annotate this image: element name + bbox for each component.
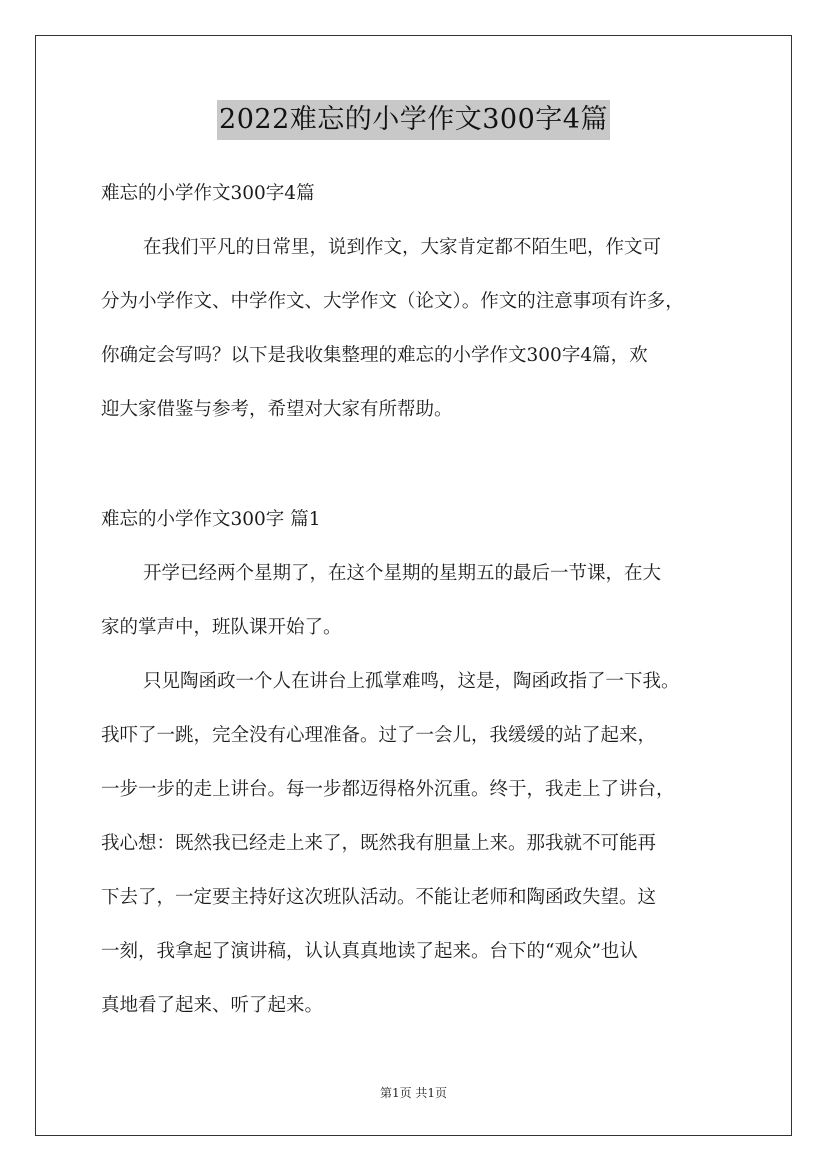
intro-line-3: 你确定会写吗？以下是我收集整理的难忘的小学作文300字4篇，欢 xyxy=(101,345,648,366)
document-title: 2022难忘的小学作文300字4篇 xyxy=(217,100,610,140)
para2-line-5: 下去了，一定要主持好这次班队活动。不能让老师和陶函政失望。这 xyxy=(101,887,657,908)
para2-line-4: 我心想：既然我已经走上来了，既然我有胆量上来。那我就不可能再 xyxy=(101,833,657,854)
page-footer: 第1页 共1页 xyxy=(379,1086,448,1100)
para2-line-3: 一步一步的走上讲台。每一步都迈得格外沉重。终于，我走上了讲台， xyxy=(101,779,675,800)
para1-line-1: 开学已经两个星期了，在这个星期的星期五的最后一节课，在大 xyxy=(143,563,662,584)
document-heading: 难忘的小学作文300字4篇 xyxy=(101,183,315,204)
para1-line-2: 家的掌声中，班队课开始了。 xyxy=(101,617,342,638)
para2-line-7: 真地看了起来、听了起来。 xyxy=(101,995,324,1016)
intro-line-2: 分为小学作文、中学作文、大学作文（论文）。作文的注意事项有许多， xyxy=(101,291,684,312)
intro-line-4: 迎大家借鉴与参考，希望对大家有所帮助。 xyxy=(101,399,453,420)
title-container xyxy=(0,100,827,140)
section1-heading: 难忘的小学作文300字 篇1 xyxy=(101,509,321,530)
para2-line-6: 一刻，我拿起了演讲稿，认认真真地读了起来。台下的“观众”也认 xyxy=(101,941,638,962)
intro-line-1: 在我们平凡的日常里，说到作文，大家肯定都不陌生吧，作文可 xyxy=(143,237,662,258)
para2-line-1: 只见陶函政一个人在讲台上孤掌难鸣，这是，陶函政指了一下我。 xyxy=(143,671,680,692)
para2-line-2: 我吓了一跳，完全没有心理准备。过了一会儿，我缓缓的站了起来， xyxy=(101,725,657,746)
